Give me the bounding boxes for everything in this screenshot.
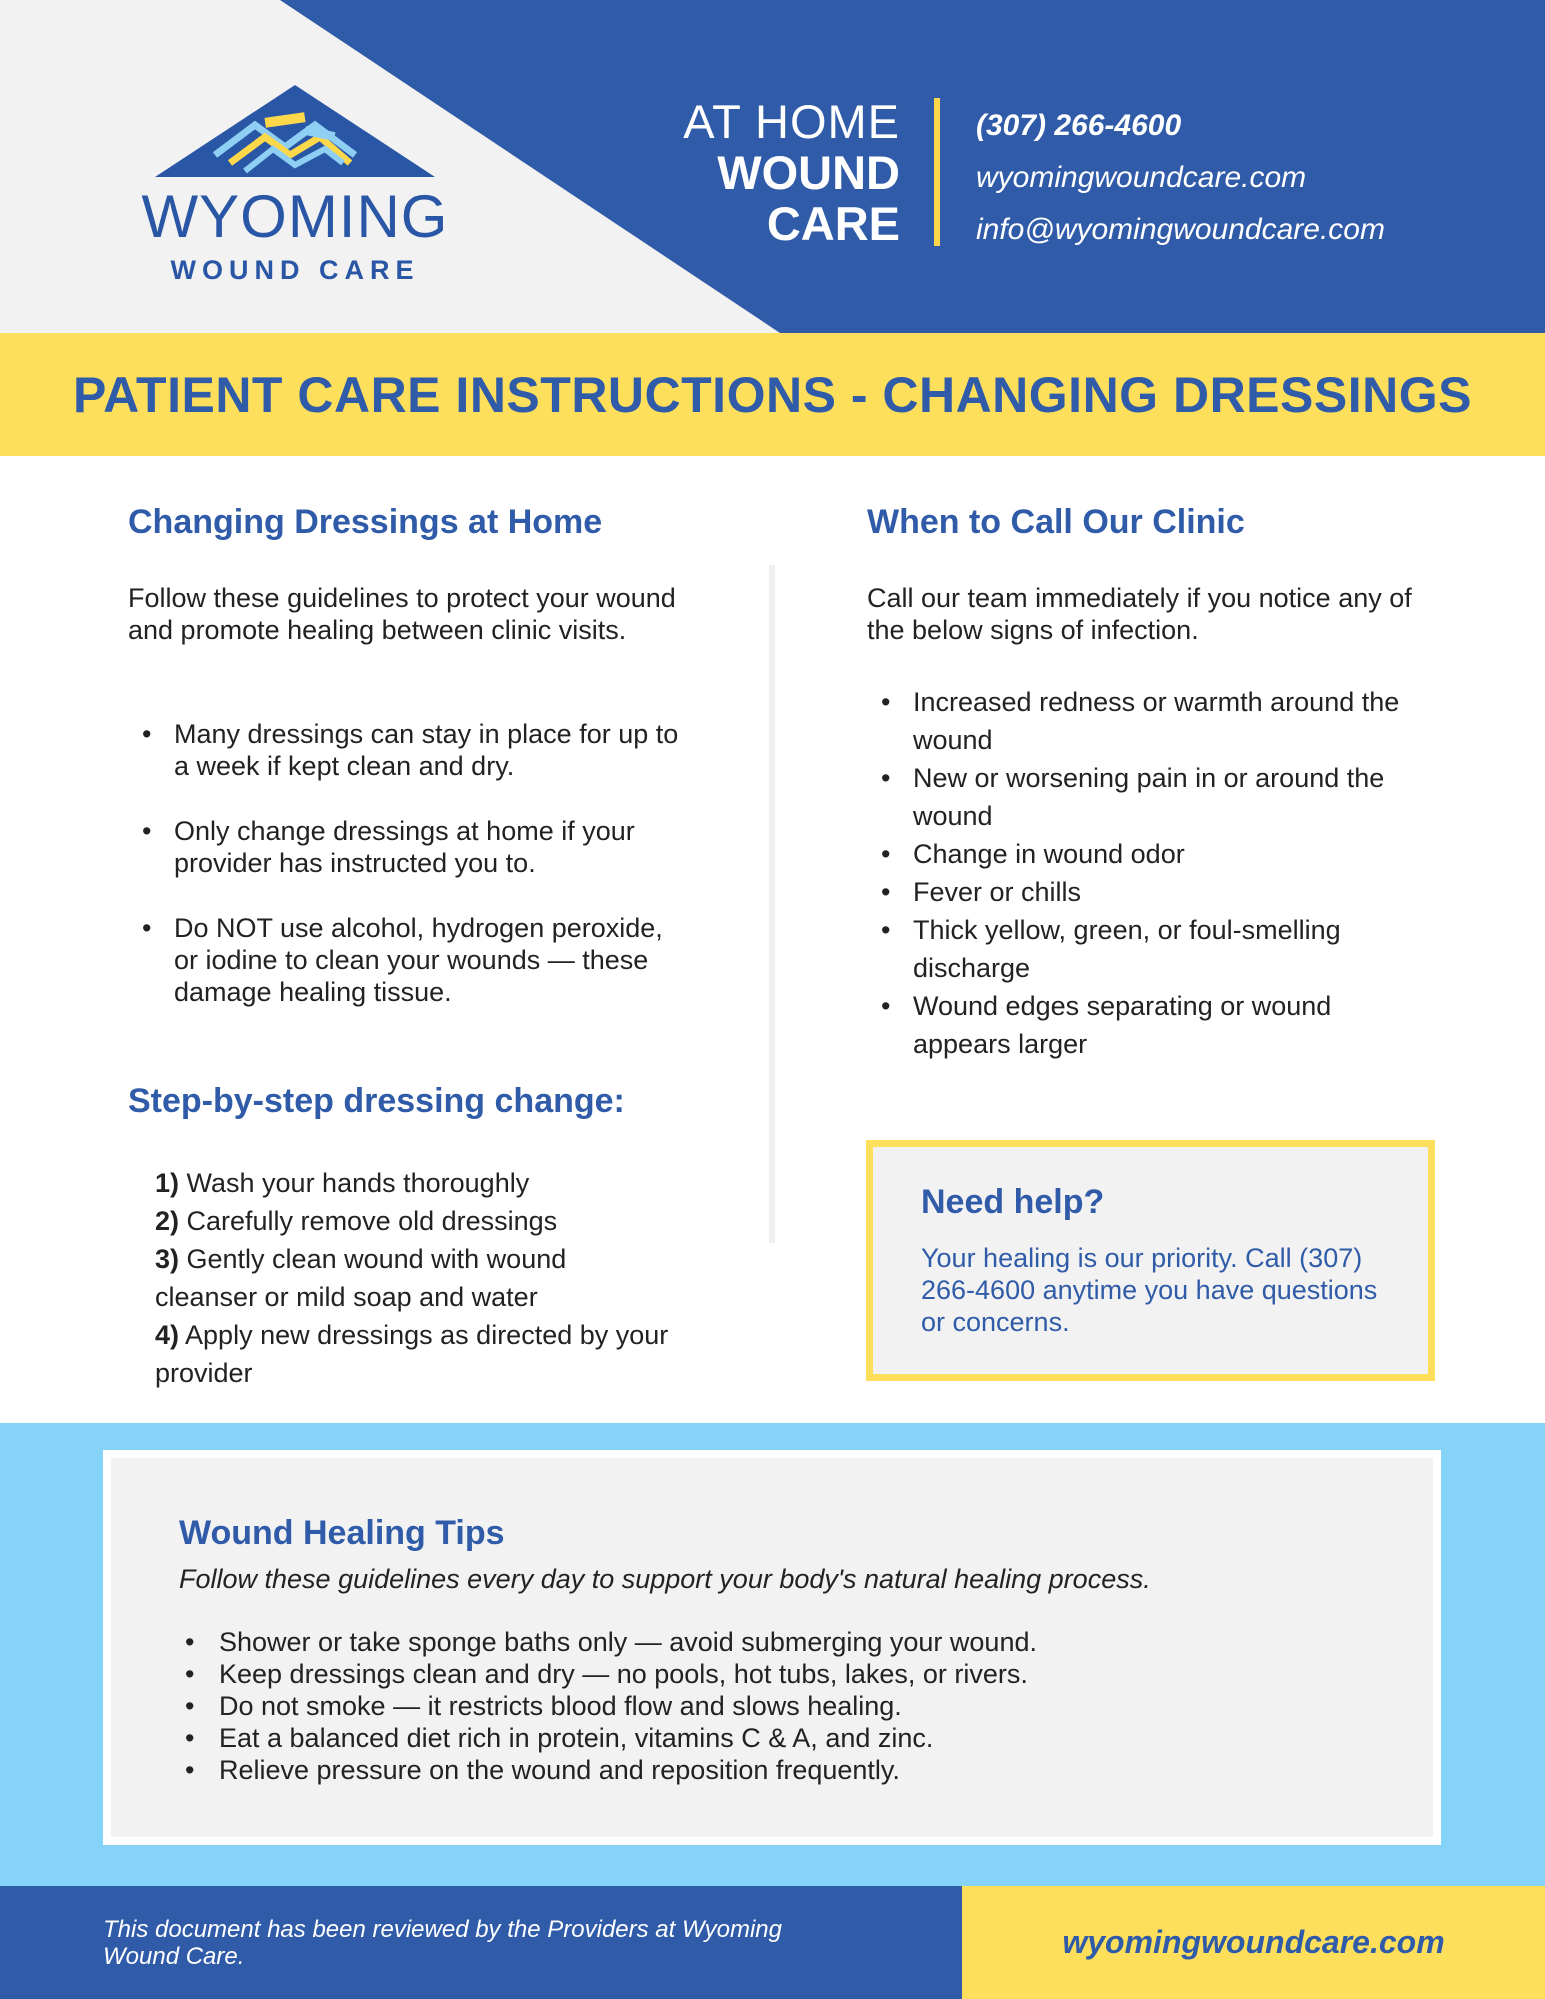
email-link[interactable]: info@wyomingwoundcare.com — [976, 213, 1385, 246]
page-title: PATIENT CARE INSTRUCTIONS - CHANGING DRESSINGS — [73, 366, 1472, 423]
logo — [135, 85, 455, 295]
list-item: • Wound edges separating or wound appears larger — [867, 987, 1427, 1063]
step-text: Gently clean wound with wound cleanser or mild soap and water — [155, 1244, 567, 1312]
list-item: • Shower or take sponge baths only — avoid submerging your wound. — [171, 1626, 1037, 1658]
step-number: 2) — [155, 1206, 180, 1236]
column-divider — [769, 565, 775, 1243]
list-item: • Only change dressings at home if your provider has instructed you to. — [128, 815, 688, 879]
list-item: • Many dressings can stay in place for up to a week if kept clean and dry. — [128, 718, 688, 782]
steps-heading: Step-by-step dressing change: — [128, 1082, 625, 1120]
footer-website-panel — [962, 1886, 1545, 1999]
step-text: Wash your hands thoroughly — [179, 1168, 530, 1198]
mountain-logo-icon — [155, 85, 435, 180]
step-item — [155, 1202, 675, 1240]
brand-line-2: WOUND — [717, 146, 900, 199]
list-item: • Do not smoke — it restricts blood flow and slows healing. — [171, 1690, 1037, 1722]
step-item — [155, 1164, 675, 1202]
header-divider — [934, 98, 940, 246]
phone-number[interactable]: (307) 266-4600 — [976, 109, 1182, 142]
list-item: • Change in wound odor — [867, 835, 1427, 873]
home-heading: Changing Dressings at Home — [128, 503, 603, 541]
list-item: • New or worsening pain in or around the wound — [867, 759, 1427, 835]
help-heading: Need help? — [921, 1183, 1105, 1221]
step-text: Apply new dressings as directed by your provider — [155, 1320, 669, 1388]
logo-wordmark: WYOMING — [141, 183, 449, 250]
title-bar — [0, 333, 1545, 456]
footer-note: This document has been reviewed by the Providers at Wyoming Wound Care. — [103, 1916, 782, 1970]
footer-note-panel — [0, 1886, 962, 1999]
step-number: 3) — [155, 1244, 180, 1274]
footer-website-link[interactable]: wyomingwoundcare.com — [1062, 1924, 1445, 1960]
list-item: • Relieve pressure on the wound and reposition frequently. — [171, 1754, 1037, 1786]
logo-tagline: WOUND CARE — [170, 255, 420, 285]
list-item: • Increased redness or warmth around the wound — [867, 683, 1427, 759]
clinic-bullet-list — [867, 683, 1427, 1063]
brand-line-3: CARE — [766, 197, 900, 250]
tips-list — [171, 1626, 1037, 1786]
brand-title — [620, 95, 900, 251]
home-intro: Follow these guidelines to protect your wound and promote healing between clinic visits. — [128, 583, 676, 645]
clinic-intro: Call our team immediately if you notice any of the below signs of infection. — [867, 583, 1412, 645]
list-item: • Fever or chills — [867, 873, 1427, 911]
contact-info — [976, 100, 1385, 256]
help-box — [866, 1140, 1435, 1381]
header — [0, 0, 1545, 333]
steps-list — [155, 1164, 675, 1392]
clinic-heading: When to Call Our Clinic — [867, 503, 1245, 541]
step-item — [155, 1316, 675, 1392]
brand-line-1: AT HOME — [683, 95, 900, 148]
list-item: • Eat a balanced diet rich in protein, vitamins C & A, and zinc. — [171, 1722, 1037, 1754]
list-item: • Keep dressings clean and dry — no pools, hot tubs, lakes, or rivers. — [171, 1658, 1037, 1690]
step-number: 1) — [155, 1168, 180, 1198]
tips-heading: Wound Healing Tips — [179, 1514, 505, 1552]
step-item — [155, 1240, 675, 1316]
home-bullet-list — [128, 718, 688, 1041]
step-text: Carefully remove old dressings — [179, 1206, 558, 1236]
help-text: Your healing is our priority. Call (307) 266-4600 anytime you have questions or concerns. — [921, 1243, 1378, 1337]
website-link[interactable]: wyomingwoundcare.com — [976, 161, 1307, 194]
tips-card — [103, 1450, 1441, 1845]
step-number: 4) — [155, 1320, 180, 1350]
list-item: • Do NOT use alcohol, hydrogen peroxide, or iodine to clean your wounds — these damage healing tissue. — [128, 912, 688, 1008]
list-item: • Thick yellow, green, or foul-smelling discharge — [867, 911, 1427, 987]
tips-subtitle: Follow these guidelines every day to support your body's natural healing process. — [179, 1564, 1151, 1594]
